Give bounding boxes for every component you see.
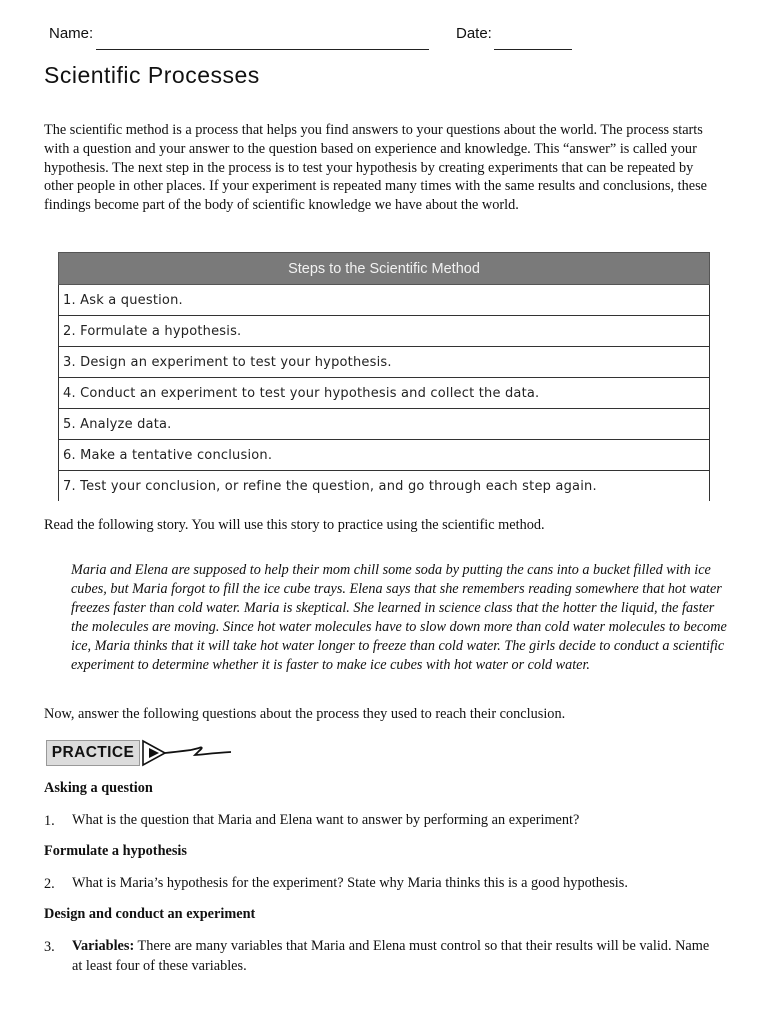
name-field[interactable] [96,49,429,50]
section-heading: Design and conduct an experiment [44,906,256,922]
question-number: 2. [44,876,55,892]
step-row: 6. Make a tentative conclusion. [59,440,710,471]
question-text: What is the question that Maria and Elena want to answer by performing an experiment? [72,812,580,828]
name-label: Name: [49,25,94,42]
intro-paragraph: The scientific method is a process that helps you find answers to your questions about the world. The process starts with a question and your answer to the question based on experience and knowledge. This “answer” is called your hypothesis. The next step in the process is to test your hypothesis by creating experiments that can be repeated by other people in other places. If your experiment is repeated many times with the same results and conclusions, these findings become part of the body of scientific knowledge we have about the world. [44,122,708,214]
date-label: Date: [456,25,492,42]
question-text: What is Maria’s hypothesis for the experiment? State why Maria thinks this is a good hypothesis. [72,875,628,891]
question-number: 1. [44,813,55,829]
variables-label: Variables: [72,938,135,954]
step-row: 3. Design an experiment to test your hypothesis. [59,347,710,378]
question-number: 3. [44,939,55,955]
story-text: Maria and Elena are supposed to help their mom chill some soda by putting the cans into a bucket filled with ice cubes, but Maria forgot to fill the ice cube trays. Elena says that she remembers reading somewhere that hot water freezes faster than cold water. Maria is skeptical. She learned in science class that the hotter the liquid, the faster the molecules are moving. Since hot water molecules have to slow down more than cold water molecules to become ice, Maria thinks that it will take hot water longer to freeze than cold water. The girls decide to conduct a scientific experiment to determine whether it is faster to make ice cubes with hot water or cold water. [71,562,727,673]
variables-question: There are many variables that Maria and Elena must control so that their results will be valid. Name at least four of these variables. [72,938,710,974]
date-field[interactable] [494,49,572,50]
questions-intro: Now, answer the following questions about the process they used to reach their conclusion. [44,706,566,722]
steps-table-header: Steps to the Scientific Method [59,253,710,285]
story-intro: Read the following story. You will use this story to practice using the scientific method. [44,517,545,533]
step-row: 5. Analyze data. [59,409,710,440]
practice-badge: PRACTICE [46,740,140,766]
section-heading: Asking a question [44,780,153,796]
question-text [72,937,722,976]
section-heading: Formulate a hypothesis [44,843,187,859]
step-row: 2. Formulate a hypothesis. [59,316,710,347]
steps-table [58,252,710,501]
step-row: 1. Ask a question. [59,285,710,316]
pencil-arrow-icon [141,739,233,767]
step-row: 7. Test your conclusion, or refine the question, and go through each step again. [59,471,710,502]
page-title: Scientific Processes [44,62,260,88]
step-row: 4. Conduct an experiment to test your hypothesis and collect the data. [59,378,710,409]
